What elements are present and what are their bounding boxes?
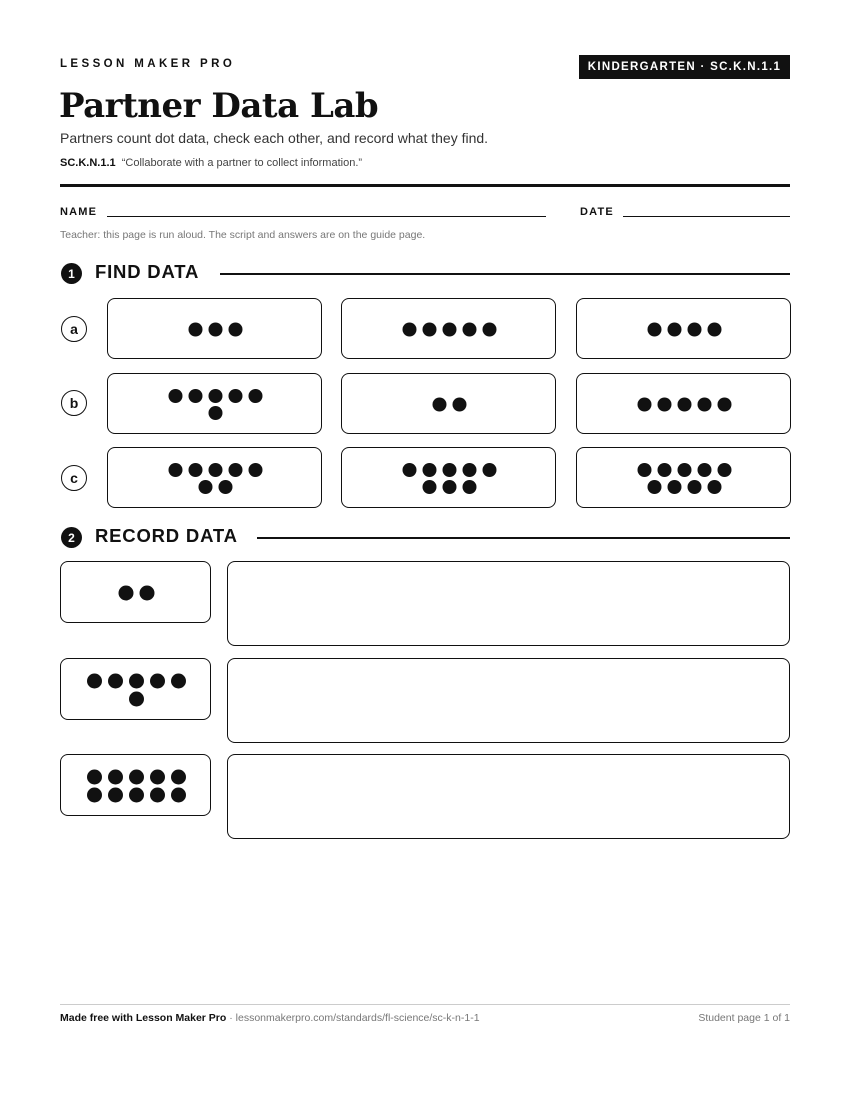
dot [199,480,213,494]
page-title: Partner Data Lab [59,86,379,126]
dot-group [342,448,555,507]
dot [463,323,477,337]
section-1-divider [220,273,790,275]
dot-group [108,374,321,433]
dot [648,323,662,337]
record-answer-box-1[interactable] [227,561,790,646]
dot [169,389,183,403]
dot [423,463,437,477]
dot [129,673,144,688]
dot [171,673,186,688]
dot [443,463,457,477]
dot [209,323,223,337]
dot [229,389,243,403]
dot [483,323,497,337]
dot-group [61,755,210,815]
page-subtitle: Partners count dot data, check each other, and record what they find. [60,130,489,146]
dot [150,770,165,785]
dot [209,389,223,403]
dot [403,323,417,337]
dot-group [61,562,210,622]
brand-name: LESSON MAKER PRO [60,58,236,70]
dot [433,397,447,411]
dot [129,691,144,706]
standard-line [60,157,362,169]
dot [249,463,263,477]
dot [483,463,497,477]
dot [219,480,233,494]
dot [189,463,203,477]
teacher-note: Teacher: this page is run aloud. The script and answers are on the guide page. [60,229,426,241]
date-label: DATE [580,206,614,218]
footer-credit [60,1012,480,1024]
dot [688,323,702,337]
section-1-number: 1 [61,263,82,284]
dot [108,673,123,688]
dot [658,397,672,411]
dot-group [577,374,790,433]
dot [129,770,144,785]
dot-group [61,659,210,719]
dot [668,480,682,494]
section-2-divider [257,537,790,539]
dot [87,788,102,803]
dot [463,463,477,477]
dot [443,480,457,494]
dot [668,323,682,337]
dot [229,323,243,337]
dot [108,770,123,785]
dot [129,788,144,803]
dot [87,673,102,688]
section-2-title: RECORD DATA [95,525,238,546]
dot [718,397,732,411]
record-dot-card-2 [60,658,211,720]
dot-group [342,299,555,358]
dot [718,463,732,477]
dot-card-a-3 [576,298,791,359]
footer-made-with: Made free with Lesson Maker Pro [60,1012,227,1024]
dot [169,463,183,477]
dot [638,463,652,477]
dot [229,463,243,477]
dot [140,586,155,601]
dot [171,788,186,803]
dot-card-b-2 [341,373,556,434]
dot-card-c-3 [576,447,791,508]
dot [658,463,672,477]
standard-text: “Collaborate with a partner to collect information.” [121,157,363,169]
date-field[interactable] [623,216,790,217]
dot [698,397,712,411]
record-answer-box-3[interactable] [227,754,790,839]
dot [150,788,165,803]
dot [453,397,467,411]
dot-group [108,448,321,507]
dot [638,397,652,411]
dot [423,323,437,337]
dot [87,770,102,785]
dot-card-c-2 [341,447,556,508]
dot [708,480,722,494]
dot-card-a-1 [107,298,322,359]
dot [209,463,223,477]
header-divider [60,184,790,187]
dot [698,463,712,477]
dot [708,323,722,337]
dot [443,323,457,337]
dot-group [577,299,790,358]
dot-card-a-2 [341,298,556,359]
section-1-title: FIND DATA [95,261,200,282]
dot-card-b-1 [107,373,322,434]
dot [150,673,165,688]
record-dot-card-1 [60,561,211,623]
footer-page-number: Student page 1 of 1 [698,1012,790,1024]
record-answer-box-2[interactable] [227,658,790,743]
dot [108,788,123,803]
name-field[interactable] [107,216,546,217]
dot-card-b-3 [576,373,791,434]
dot [209,406,223,420]
footer-divider [60,1004,790,1005]
dot [678,397,692,411]
dot-card-c-1 [107,447,322,508]
dot [189,323,203,337]
record-dot-card-3 [60,754,211,816]
dot [648,480,662,494]
dot-group [577,448,790,507]
footer-url[interactable]: · lessonmakerpro.com/standards/fl-science/sc-k-n-1-1 [226,1012,480,1024]
name-label: NAME [60,206,98,218]
row-label-c: c [61,465,87,491]
dot [423,480,437,494]
section-2-number: 2 [61,527,82,548]
dot [249,389,263,403]
grade-standard-badge: KINDERGARTEN · SC.K.N.1.1 [579,55,790,79]
dot-group [108,299,321,358]
dot [119,586,134,601]
dot [171,770,186,785]
dot-group [342,374,555,433]
dot [189,389,203,403]
dot [463,480,477,494]
dot [688,480,702,494]
dot [678,463,692,477]
row-label-a: a [61,316,87,342]
row-label-b: b [61,390,87,416]
standard-code: SC.K.N.1.1 [60,157,116,169]
dot [403,463,417,477]
